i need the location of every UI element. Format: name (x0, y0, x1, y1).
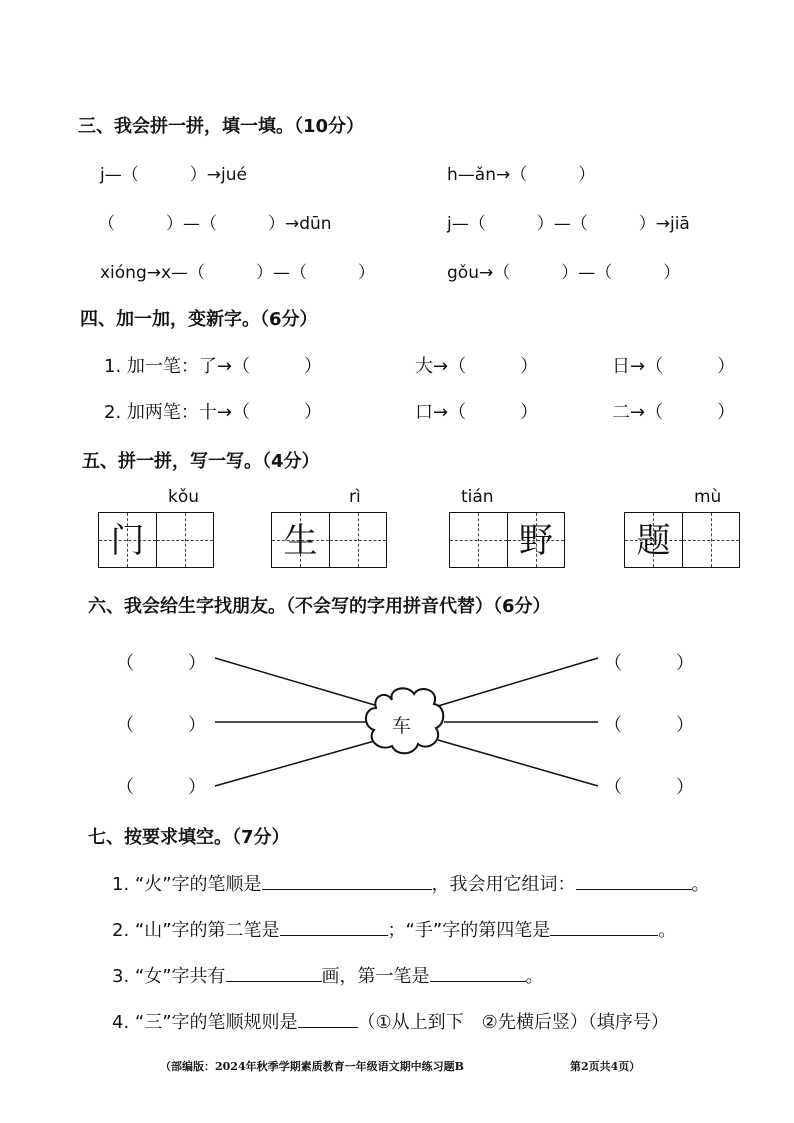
given-char: 题 (636, 521, 671, 561)
q4-text: 4. “三”字的笔顺规则是 (112, 1012, 298, 1033)
q2-text-2: ；“手”字的第四笔是 (387, 920, 551, 941)
sec4-row2-item2: 口→（ ） (415, 402, 539, 423)
answer-slot-left-2[interactable]: （ ） (116, 715, 206, 736)
section6-title: 六、我会给生字找朋友。（不会写的字用拼音代替）（6分） (88, 596, 551, 617)
connector-line (215, 740, 378, 786)
answer-slot-left-1[interactable]: （ ） (116, 653, 206, 674)
sec3-row2-right: j—（ ）—（ ）→jiā (447, 214, 690, 234)
q4-text-2: （①从上到下 ②先横后竖）（填序号） (357, 1012, 669, 1033)
footer-left: （部编版：2024年秋季学期素质教育一年级语文期中练习题B (160, 1060, 464, 1073)
sec4-row1-item1: 1. 加一笔：了→（ ） (104, 356, 322, 377)
section3-title: 三、我会拼一拼，填一填。（10分） (78, 116, 365, 137)
blank-q1-word[interactable] (576, 871, 692, 890)
footer-page: 第2页共4页） (570, 1060, 641, 1073)
connector-line (438, 658, 598, 706)
section5-title: 五、拼一拼，写一写。（4分） (82, 451, 320, 472)
tianzige-box-2 (271, 512, 387, 568)
pinyin-ri: rì (349, 487, 361, 507)
sec4-row1-item2: 大→（ ） (415, 356, 539, 377)
blank-q3-first-stroke[interactable] (430, 963, 526, 982)
pinyin-mu: mù (694, 487, 722, 507)
q1-end: 。 (691, 874, 710, 895)
q3-text-2: 画，第一笔是 (321, 966, 430, 987)
writing-cell[interactable] (625, 513, 682, 567)
writing-cell[interactable] (682, 513, 739, 567)
connector-line (438, 740, 598, 786)
sec3-row3-right: gǒu→（ ）—（ ） (447, 263, 681, 283)
sec3-row1-right: h—ǎn→（ ） (447, 165, 596, 185)
sec3-row1-left: j—（ ）→jué (100, 165, 247, 185)
section4-title: 四、加一加，变新字。（6分） (80, 309, 318, 330)
tianzige-box-4 (624, 512, 740, 568)
writing-cell[interactable] (507, 513, 564, 567)
q1-text: 1. “火”字的笔顺是 (112, 874, 262, 895)
pinyin-tian: tián (461, 487, 494, 507)
blank-q2-second-stroke[interactable] (280, 917, 388, 936)
section7-title: 七、按要求填空。（7分） (88, 827, 290, 848)
writing-cell[interactable] (450, 513, 507, 567)
sec4-row2-item1: 2. 加两笔：十→（ ） (104, 402, 322, 423)
answer-slot-right-2[interactable]: （ ） (604, 715, 694, 736)
blank-q2-fourth-stroke[interactable] (550, 917, 658, 936)
q2-end: 。 (658, 920, 677, 941)
writing-cell[interactable] (272, 513, 329, 567)
writing-cell[interactable] (99, 513, 156, 567)
writing-cell[interactable] (156, 513, 213, 567)
answer-slot-right-1[interactable]: （ ） (604, 653, 694, 674)
q3-end: 。 (525, 966, 544, 987)
given-char: 门 (110, 521, 145, 561)
question-3 (112, 962, 544, 988)
sec3-row3-left: xióng→x—（ ）—（ ） (100, 263, 376, 283)
question-2 (112, 916, 676, 942)
answer-slot-right-3[interactable]: （ ） (604, 777, 694, 798)
sec4-row2-item3: 二→（ ） (612, 402, 736, 423)
connector-line (215, 658, 378, 706)
center-char: 车 (392, 715, 412, 737)
sec3-row2-left: （ ）—（ ）→dūn (98, 214, 332, 234)
question-4 (112, 1008, 669, 1034)
q2-text: 2. “山”字的第二笔是 (112, 920, 280, 941)
sec4-row1-item3: 日→（ ） (612, 356, 736, 377)
blank-q3-count[interactable] (226, 963, 322, 982)
tianzige-box-3 (449, 512, 565, 568)
pinyin-kou: kǒu (168, 487, 200, 507)
writing-cell[interactable] (329, 513, 386, 567)
q3-text: 3. “女”字共有 (112, 966, 226, 987)
answer-slot-left-3[interactable]: （ ） (116, 777, 206, 798)
q1-text-2: ，我会用它组词： (431, 874, 576, 895)
question-1 (112, 870, 710, 896)
given-char: 野 (518, 521, 553, 561)
tianzige-box-1 (98, 512, 214, 568)
given-char: 生 (283, 521, 318, 561)
blank-q4-rule[interactable] (298, 1009, 358, 1028)
blank-q1-stroke-order[interactable] (262, 871, 432, 890)
